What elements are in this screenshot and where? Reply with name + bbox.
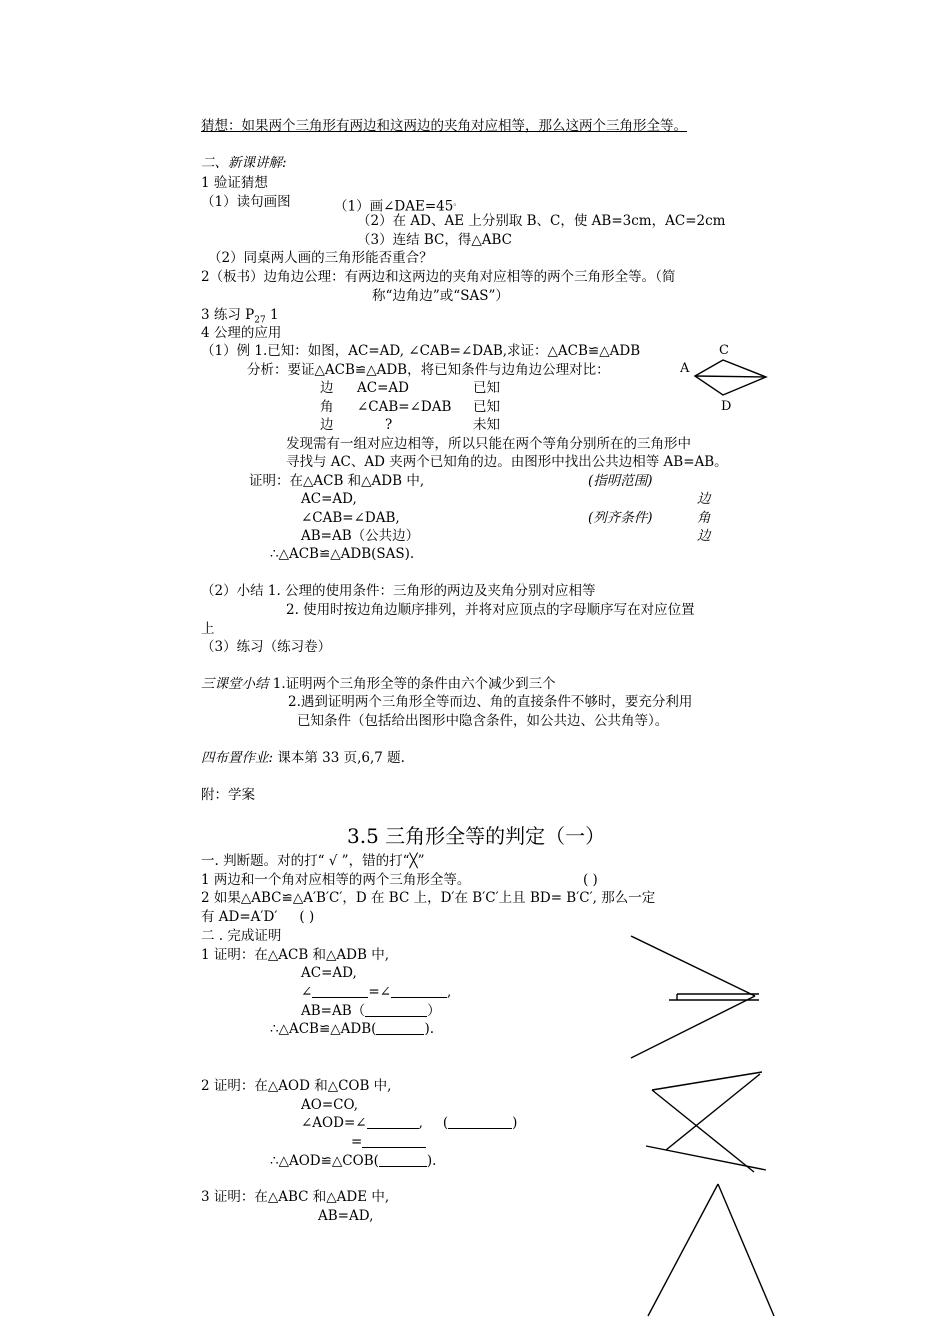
table-row-3-col-3: 未知 bbox=[473, 417, 500, 433]
worksheet-proof2-intro: 2 证明：在△AOD 和△COB 中, bbox=[201, 1078, 392, 1094]
fig3-top-line bbox=[652, 1072, 762, 1090]
proof-intro: 证明：在△ACB 和△ADB 中, bbox=[249, 473, 425, 489]
worksheet-title: 3.5 三角形全等的判定（一） bbox=[347, 824, 606, 848]
figure-proof2 bbox=[642, 1068, 772, 1178]
worksheet-proof2-line3 bbox=[351, 1133, 426, 1152]
appendix-line: 附：学案 bbox=[201, 787, 255, 803]
proof-line-2: ∠CAB=∠DAB, bbox=[301, 510, 400, 526]
figure-proof3 bbox=[640, 1180, 780, 1320]
worksheet-proof2-conclusion bbox=[270, 1152, 436, 1171]
practice-line: （3）练习（练习卷） bbox=[201, 639, 332, 655]
conjecture-line: 猜想：如果两个三角形有两边和这两边的夹角对应相等，那么这两个三角形全等。 bbox=[201, 118, 687, 134]
fill-blank-angle-reason[interactable] bbox=[448, 1114, 512, 1129]
equals-sign: = bbox=[351, 1134, 363, 1150]
table-row-1-col-3: 已知 bbox=[473, 380, 500, 396]
worksheet-proof3-intro: 3 证明：在△ABC 和△ADE 中, bbox=[201, 1189, 390, 1205]
table-row-3-col-2: ? bbox=[385, 417, 393, 433]
section-3-line1 bbox=[201, 675, 556, 694]
fig1-label-c: C bbox=[719, 343, 729, 358]
angle-end: , bbox=[446, 984, 452, 1000]
section-4-text: 课本第 33 页,6,7 题. bbox=[273, 750, 405, 766]
proof-note-range: (指明范围) bbox=[588, 473, 653, 489]
worksheet-proof1-intro: 1 证明：在△ACB 和△ADB 中, bbox=[201, 947, 390, 963]
table-row-2-col-3: 已知 bbox=[473, 399, 500, 415]
section-3-heading: 三课堂小结 bbox=[201, 676, 269, 692]
step1-a3: （3）连结 BC，得△ABC bbox=[357, 232, 513, 248]
table-row-2-col-2: ∠CAB=∠DAB bbox=[357, 399, 452, 415]
figure-proof1 bbox=[625, 932, 765, 1062]
concl-end: ). bbox=[424, 1021, 434, 1037]
figure-kite-acbd bbox=[676, 342, 786, 412]
worksheet-q2-line2 bbox=[201, 908, 314, 927]
worksheet-proof1-line2 bbox=[301, 983, 451, 1002]
summary-line1: （2）小结 1. 公理的使用条件：三角形的两边及夹角分别对应相等 bbox=[201, 583, 596, 599]
step1-a2: （2）在 AD、AE 上分别取 B、C，使 AB=3cm，AC=2cm bbox=[357, 213, 726, 229]
analysis-line: 分析：要证△ACB≌△ADB，将已知条件与边角边公理对比： bbox=[247, 362, 610, 378]
step3-prefix: 3 练习 P bbox=[201, 307, 255, 323]
proof-note-conditions: (列齐条件) bbox=[588, 510, 653, 526]
proof-conclusion: ∴△ACB≌△ADB(SAS). bbox=[270, 546, 415, 562]
worksheet-q2-text: 有 AD=A′D′ bbox=[201, 909, 278, 925]
worksheet-q1: 1 两边和一个角对应相等的两个三角形全等。 bbox=[201, 872, 471, 888]
section-4-line bbox=[201, 749, 405, 768]
section-3-text1: 1.证明两个三角形全等的条件由六个减少到三个 bbox=[268, 676, 556, 692]
section-2-heading: 二、新课讲解: bbox=[201, 155, 287, 171]
section-3-line3: 已知条件（包括给出图形中隐含条件，如公共边、公共角等）。 bbox=[297, 713, 669, 729]
fill-blank-angle-1[interactable] bbox=[312, 983, 368, 998]
worksheet-proof1-line3 bbox=[301, 1002, 441, 1021]
section-3-line2: 2.遇到证明两个三角形全等而边、角的直接条件不够时，要充分利用 bbox=[288, 694, 693, 710]
angle-aod-prefix: ∠AOD=∠ bbox=[301, 1115, 367, 1131]
worksheet-q1-answer: ( ) bbox=[583, 872, 598, 888]
worksheet-proof1-conclusion bbox=[270, 1020, 434, 1039]
discovery-line2: 寻找与 AC、AD 夹两个已知角的边。由图形中找出公共边相等 AB=AB。 bbox=[286, 454, 728, 470]
fig4-right-leg bbox=[718, 1184, 774, 1316]
step2-line1: 2（板书）边角边公理：有两边和这两边的夹角对应相等的两个三角形全等。（简 bbox=[201, 269, 676, 285]
fill-blank-side[interactable] bbox=[362, 1133, 426, 1148]
example-statement: （1）例 1.已知：如图，AC=AD, ∠CAB=∠DAB,求证：△ACB≌△ADB bbox=[201, 343, 641, 359]
side-mark-3: 边 bbox=[697, 528, 711, 544]
fig4-left-leg bbox=[648, 1184, 718, 1316]
fill-blank-angle-cob[interactable] bbox=[367, 1114, 419, 1129]
summary-line2: 2. 使用时按边角边顺序排列，并将对应顶点的字母顺序写在对应位置 bbox=[286, 602, 695, 618]
ab-prefix: AB=AB（ bbox=[301, 1003, 366, 1019]
fig1-label-a: A bbox=[680, 361, 690, 376]
side-mark-2: 角 bbox=[697, 510, 711, 526]
worksheet-q2-answer: ( ) bbox=[299, 909, 315, 925]
angle-aod-end: , bbox=[418, 1115, 423, 1131]
ab-end: ） bbox=[427, 1003, 441, 1019]
worksheet-part1-heading: 一. 判断题。对的打“ √ ”，错的打“╳” bbox=[201, 853, 425, 869]
step1-a1-text: （1）画∠DAE=45 bbox=[334, 198, 454, 215]
section-4-heading: 四布置作业: bbox=[201, 750, 274, 766]
side-mark-1: 边 bbox=[697, 491, 711, 507]
fill-blank-theorem-1[interactable] bbox=[376, 1020, 424, 1035]
worksheet-q2-line1: 2 如果△ABC≌△A′B′C′，D 在 BC 上，D′在 B′C′上且 BD= B′C′, 那么一定 bbox=[201, 890, 656, 906]
proof-line-1: AC=AD, bbox=[301, 491, 357, 507]
concl2-end: ). bbox=[426, 1153, 437, 1169]
step3-suffix: 1 bbox=[265, 307, 279, 323]
worksheet-proof3-line1: AB=AD, bbox=[318, 1208, 374, 1224]
fig1-label-d: D bbox=[721, 399, 732, 414]
fill-blank-theorem-2[interactable] bbox=[379, 1152, 427, 1167]
table-row-2-col-1: 角 bbox=[320, 399, 334, 415]
worksheet-proof2-line2 bbox=[301, 1114, 517, 1133]
paren-close: ) bbox=[512, 1115, 518, 1131]
summary-line3: 上 bbox=[201, 621, 215, 637]
step3-subscript: 27 bbox=[254, 315, 266, 326]
worksheet-proof2-line1: AO=CO, bbox=[301, 1097, 359, 1113]
worksheet-part2-heading: 二 . 完成证明 bbox=[201, 928, 282, 944]
step4-title: 4 公理的应用 bbox=[201, 325, 282, 341]
step2-line2: 称“边角边”或“SAS”） bbox=[372, 288, 509, 304]
concl2-prefix: ∴△AOD≌△COB( bbox=[270, 1153, 379, 1169]
fig3-diagonal-1 bbox=[652, 1090, 754, 1172]
fill-blank-angle-2[interactable] bbox=[391, 983, 447, 998]
worksheet-proof1-line1: AC=AD, bbox=[301, 965, 357, 981]
fig2-upper-line bbox=[631, 936, 755, 996]
fig2-lower-line bbox=[631, 996, 755, 1058]
fig3-bottom-line bbox=[646, 1146, 766, 1170]
step1-b: （2）同桌两人画的三角形能否重合？ bbox=[208, 250, 433, 266]
degree-mark: 。 bbox=[453, 198, 462, 207]
step1-a-label: （1）读句画图 bbox=[201, 194, 291, 210]
step3-line bbox=[201, 306, 279, 325]
table-row-3-col-1: 边 bbox=[320, 417, 334, 433]
angle-prefix: ∠ bbox=[301, 984, 313, 1000]
table-row-1-col-1: 边 bbox=[320, 380, 334, 396]
fig1-diagonal-ab bbox=[695, 376, 766, 377]
step1-title: 1 验证猜想 bbox=[201, 175, 268, 191]
table-row-1-col-2: AC=AD bbox=[357, 380, 409, 396]
concl-prefix: ∴△ACB≌△ADB( bbox=[270, 1021, 377, 1037]
angle-mid: =∠ bbox=[368, 984, 391, 1000]
fill-blank-reason[interactable] bbox=[365, 1002, 427, 1017]
discovery-line1: 发现需有一组对应边相等，所以只能在两个等角分别所在的三角形中 bbox=[286, 436, 691, 452]
paren-open: ( bbox=[442, 1115, 449, 1131]
proof-line-3: AB=AB（公共边） bbox=[301, 528, 420, 544]
